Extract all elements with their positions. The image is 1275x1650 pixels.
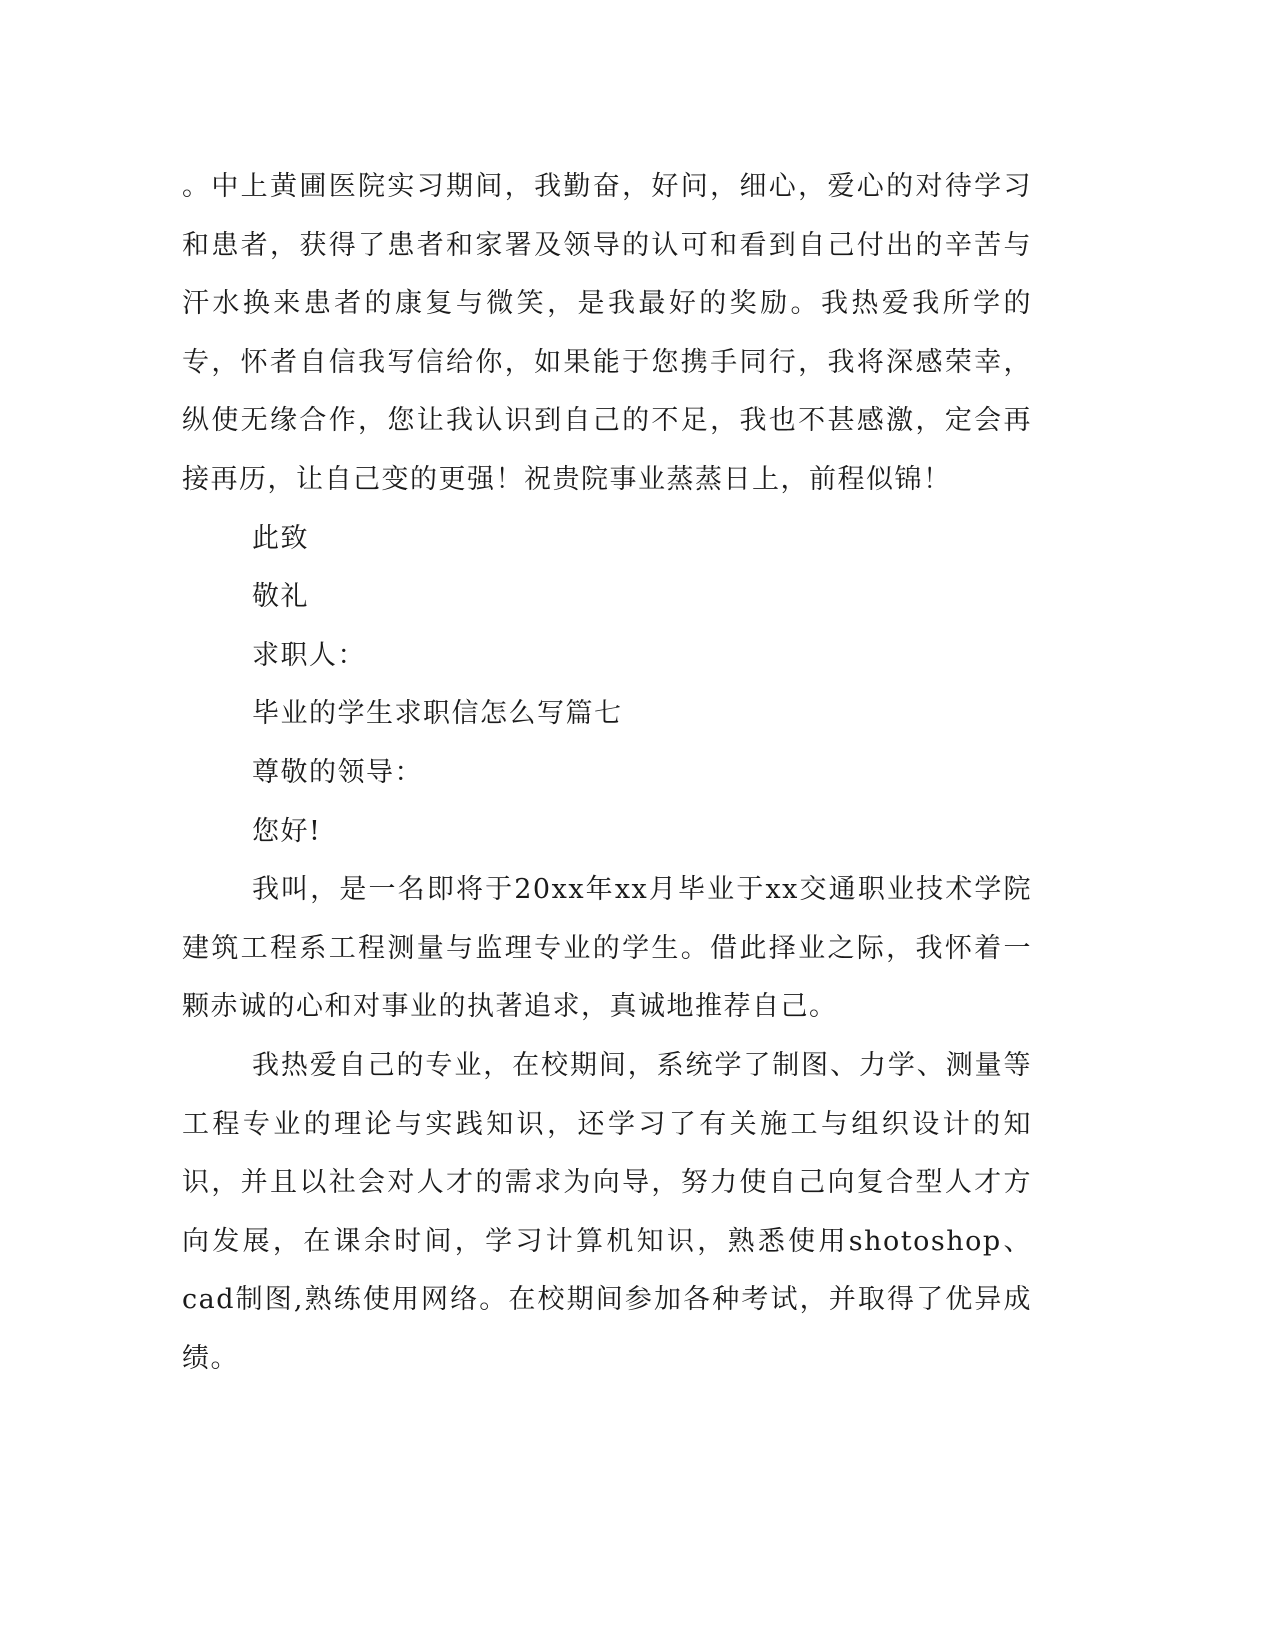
greeting-recipient: 尊敬的领导： bbox=[252, 756, 423, 788]
paragraph-introduction: 我叫，是一名即将于20xx年xx月毕业于xx交通职业技术学院建筑工程系工程测量与监理专业的学生。借此择业之际，我怀着一颗赤诚的心和对事业的执著追求，真诚地推荐自己。 bbox=[182, 874, 1032, 1023]
salutation-cizhi: 此致 bbox=[252, 522, 309, 554]
signature-applicant: 求职人： bbox=[252, 639, 366, 671]
greeting-hello: 您好! bbox=[252, 815, 322, 847]
salutation-jingli: 敬礼 bbox=[252, 581, 309, 613]
section-heading: 毕业的学生求职信怎么写篇七 bbox=[252, 698, 623, 730]
paragraph-closing-remarks: 。中上黄圃医院实习期间，我勤奋，好问，细心，爱心的对待学习和患者，获得了患者和家署及领导的认可和看到自己付出的辛苦与汗水换来患者的康复与微笑，是我最好的奖励。我热爱我所学的专，怀者自信我写信给你，如果能于您携手同行，我将深感荣幸，纵使无缘合作，您让我认识到自己的不足，我也不甚感激，定会再接再历，让自己变的更强！祝贵院事业蒸蒸日上，前程似锦！ bbox=[182, 171, 1032, 495]
letter-body bbox=[182, 158, 1032, 1388]
paragraph-skills: 我热爱自己的专业，在校期间，系统学了制图、力学、测量等工程专业的理论与实践知识，还学习了有关施工与组织设计的知识，并且以社会对人才的需求为向导，努力使自己向复合型人才方向发展，在课余时间，学习计算机知识，熟悉使用shotoshop、cad制图,熟练使用网络。在校期间参加各种考试，并取得了优异成绩。 bbox=[182, 1049, 1032, 1374]
